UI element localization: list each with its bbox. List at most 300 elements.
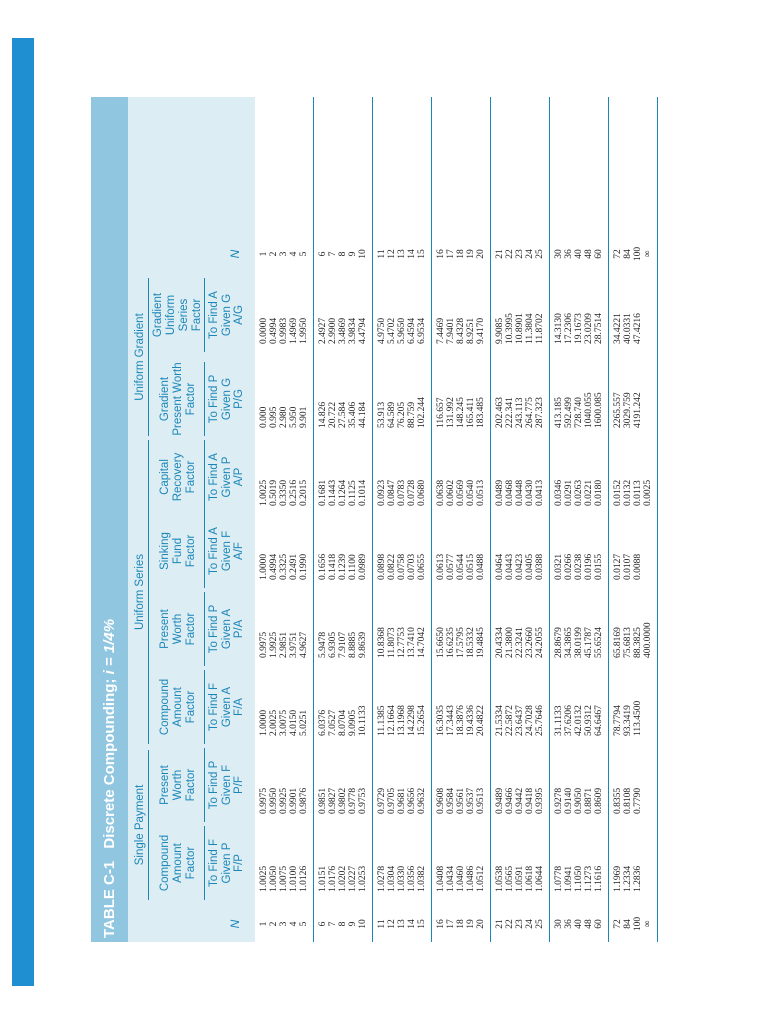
factor-value: 0.0464 <box>495 553 505 580</box>
n-value: 18 <box>456 919 466 929</box>
n-value: 15 <box>417 919 427 929</box>
n-value: 9 <box>348 251 358 257</box>
factor-value: 0.1656 <box>318 553 328 580</box>
factor-value: 1.0486 <box>466 865 476 892</box>
factor-value: 0.9778 <box>348 787 358 814</box>
factor-value: 23.2660 <box>525 627 535 658</box>
find-given-header: To Find F Given A F/A <box>208 683 245 731</box>
factor-value: 0.9983 <box>279 317 289 344</box>
find-given-header: To Find A Given G A/G <box>208 291 245 339</box>
factor-value: 6.9534 <box>417 317 427 344</box>
factor-value: 88.3825 <box>633 627 643 658</box>
factor-value: 1.1273 <box>584 865 594 892</box>
table-number: TABLE C-1 <box>101 860 118 938</box>
factor-value: 50.9312 <box>584 705 594 736</box>
table-row <box>515 97 525 942</box>
n-value: 7 <box>328 251 338 257</box>
table-row <box>289 97 299 942</box>
factor-value: 1.0565 <box>505 865 515 892</box>
factor-value: 1.0050 <box>269 865 279 892</box>
factor-value: 4.9750 <box>377 317 387 344</box>
n-column-header-left: N <box>228 919 242 929</box>
factor-value: 0.9681 <box>397 787 407 814</box>
factor-value: 42.0132 <box>574 705 584 736</box>
table-row <box>279 97 289 942</box>
factor-value: 3.4869 <box>338 317 348 344</box>
n-value: 10 <box>358 249 368 259</box>
factor-value: 0.9140 <box>564 787 574 814</box>
factor-value: 9.901 <box>299 406 309 428</box>
factor-value: 0.9489 <box>495 787 505 814</box>
factor-value: 400.0000 <box>643 622 653 658</box>
factor-value: 728.740 <box>574 397 584 428</box>
factor-value: 6.0376 <box>318 709 328 736</box>
n-value: 16 <box>436 249 446 259</box>
table-row <box>574 97 584 942</box>
n-value: 3 <box>279 251 289 257</box>
row-group <box>373 97 432 942</box>
factor-value: 3.9751 <box>289 631 299 658</box>
factor-value: 3.9834 <box>348 317 358 344</box>
factor-value: 1.0644 <box>535 865 545 892</box>
factor-value: 0.0127 <box>613 553 623 580</box>
factor-value: 78.7794 <box>613 705 623 736</box>
factor-header <box>154 514 202 588</box>
n-value: 30 <box>554 919 564 929</box>
factor-value: 2.9900 <box>328 317 338 344</box>
factor-value: 0.9827 <box>328 787 338 814</box>
factor-value: 0.9278 <box>554 787 564 814</box>
factor-value: 2.0025 <box>269 709 279 736</box>
factor-value: 76.205 <box>397 401 407 428</box>
table-row <box>397 97 407 942</box>
factor-value: 0.0898 <box>377 553 387 580</box>
n-value: 84 <box>623 249 633 259</box>
factor-value: 0.0088 <box>633 553 643 580</box>
header-divider <box>204 514 205 588</box>
find-given-header: To Find A Given F A/F <box>208 527 245 575</box>
factor-value: 12.7753 <box>397 627 407 658</box>
factor-value: 0.0388 <box>535 553 545 580</box>
factor-value: 0.1100 <box>348 554 358 580</box>
n-value: 72 <box>613 919 623 929</box>
factor-value: 0.7790 <box>633 787 643 814</box>
factor-value: 0.0238 <box>574 553 584 580</box>
factor-value: 0.0602 <box>446 479 456 506</box>
factor-value: 18.5332 <box>466 627 476 658</box>
factor-value: 0.0405 <box>525 553 535 580</box>
factor-value: 23.6437 <box>515 705 525 736</box>
n-value: 7 <box>328 921 338 927</box>
factor-value: 0.9705 <box>387 787 397 814</box>
table-row <box>407 97 417 942</box>
factor-value: 4191.242 <box>633 392 643 428</box>
header-divider <box>204 362 205 436</box>
factor-value: 0.0680 <box>417 479 427 506</box>
factor-value: 0.9584 <box>446 787 456 814</box>
factor-value: 21.5334 <box>495 705 505 736</box>
factor-value: 9.8639 <box>358 631 368 658</box>
factor-value: 0.9050 <box>574 787 584 814</box>
n-value: 100 <box>633 246 643 262</box>
n-value: 13 <box>397 249 407 259</box>
factor-value: 0.1990 <box>299 553 309 580</box>
factor-value: 2.9851 <box>279 631 289 658</box>
factor-value: 88.759 <box>407 401 417 428</box>
n-value: 100 <box>633 916 643 932</box>
factor-value: 9.0905 <box>348 709 358 736</box>
factor-value: 5.0251 <box>299 709 309 736</box>
factor-value: 64.6467 <box>594 705 604 736</box>
n-value: 22 <box>505 919 515 929</box>
factor-value: 1.0538 <box>495 865 505 892</box>
factor-value: 1.0460 <box>456 865 466 892</box>
table-row <box>594 97 604 942</box>
table-row <box>495 97 505 942</box>
factor-value: 264.775 <box>525 397 535 428</box>
factor-value: 0.1443 <box>328 479 338 506</box>
factor-value: 17.2306 <box>564 313 574 344</box>
n-value: 20 <box>476 249 486 259</box>
factor-value: 0.0703 <box>407 553 417 580</box>
n-value: 25 <box>535 919 545 929</box>
table-row <box>643 97 653 942</box>
factor-value: 0.9975 <box>259 631 269 658</box>
factor-value: 1.0000 <box>259 709 269 736</box>
interest-rate: i = 1/4% <box>101 618 118 675</box>
n-value: 17 <box>446 249 456 259</box>
group-single-payment: Single Payment <box>132 750 149 900</box>
n-value: 14 <box>407 249 417 259</box>
factor-value: 1.0151 <box>318 865 328 892</box>
factor-value: 1.4969 <box>289 317 299 344</box>
factor-header-label: Present Worth Factor <box>158 609 197 649</box>
factor-value: 1.0278 <box>377 865 387 892</box>
factor-value: 5.4702 <box>387 317 397 344</box>
n-value: 19 <box>466 919 476 929</box>
factor-value: 202.463 <box>495 397 505 428</box>
factor-value: 5.9650 <box>397 317 407 344</box>
factor-value: 31.1133 <box>554 705 564 736</box>
factor-value: 14.3130 <box>554 313 564 344</box>
n-value: 8 <box>338 921 348 927</box>
table-row <box>584 97 594 942</box>
factor-header <box>154 362 202 436</box>
factor-value: 10.8368 <box>377 627 387 658</box>
factor-value: 37.6206 <box>564 705 574 736</box>
table-row <box>377 97 387 942</box>
factor-value: 8.4328 <box>456 317 466 344</box>
table-row <box>613 97 623 942</box>
factor-value: 1.0253 <box>358 865 368 892</box>
factor-value: 1.1050 <box>574 865 584 892</box>
factor-value: 7.9107 <box>338 631 348 658</box>
factor-header-label: Capital Recovery Factor <box>158 452 197 502</box>
factor-value: 11.1385 <box>377 705 387 736</box>
factor-value: 65.8169 <box>613 627 623 658</box>
factor-value: 131.992 <box>446 397 456 428</box>
factor-value: 10.8901 <box>515 313 525 344</box>
factor-value: 34.3865 <box>564 627 574 658</box>
table-row <box>387 97 397 942</box>
factor-value: 8.8885 <box>348 631 358 658</box>
factor-value: 0.0544 <box>456 553 466 580</box>
factor-value: 0.5019 <box>269 479 279 506</box>
factor-value: 4.0150 <box>289 709 299 736</box>
factor-value: 3.0075 <box>279 709 289 736</box>
row-group <box>255 97 314 942</box>
factor-value: 1.1969 <box>613 865 623 892</box>
factor-value: 0.0000 <box>259 317 269 344</box>
factor-value: 0.000 <box>259 406 269 428</box>
factor-value: 165.411 <box>466 397 476 428</box>
factor-value: 0.0822 <box>387 553 397 580</box>
factor-value: 0.2015 <box>299 479 309 506</box>
n-value: 21 <box>495 249 505 259</box>
factor-value: 0.8355 <box>613 787 623 814</box>
factor-value: 15.2654 <box>417 705 427 736</box>
factor-value: 28.7514 <box>594 313 604 344</box>
find-given-header: To Find F Given P F/P <box>208 839 245 887</box>
factor-value: 10.1133 <box>358 705 368 736</box>
find-given-header: To Find A Given P A/P <box>208 453 245 501</box>
n-value: 3 <box>279 921 289 927</box>
n-value: 5 <box>299 251 309 257</box>
factor-value: 5.950 <box>289 406 299 428</box>
n-value: 24 <box>525 919 535 929</box>
factor-value: 1.2334 <box>623 865 633 892</box>
factor-value: 6.9305 <box>328 631 338 658</box>
table-row <box>554 97 564 942</box>
factor-value: 64.589 <box>387 401 397 428</box>
factor-value: 1.0941 <box>564 865 574 892</box>
factor-value: 0.0266 <box>564 553 574 580</box>
factor-value: 0.4994 <box>269 317 279 344</box>
factor-value: 27.584 <box>338 401 348 428</box>
row-group <box>609 97 658 942</box>
factor-value: 2.4927 <box>318 317 328 344</box>
factor-header <box>154 592 202 666</box>
factor-value: 0.9442 <box>515 787 525 814</box>
factor-value: 0.0569 <box>456 479 466 506</box>
factor-header <box>154 826 202 900</box>
n-value: 2 <box>269 251 279 257</box>
factor-value: 28.8679 <box>554 627 564 658</box>
factor-value: 183.485 <box>476 397 486 428</box>
table-row <box>269 97 279 942</box>
factor-value: 1.0591 <box>515 865 525 892</box>
n-value: 72 <box>613 249 623 259</box>
table-header <box>128 97 255 942</box>
table-row <box>259 97 269 942</box>
n-value: 11 <box>377 919 387 929</box>
table-row <box>348 97 358 942</box>
factor-value: 0.8871 <box>584 787 594 814</box>
factor-header <box>154 748 202 822</box>
factor-header <box>154 440 202 514</box>
factor-value: 0.1418 <box>328 553 338 580</box>
factor-value: 0.0430 <box>525 479 535 506</box>
factor-value: 15.6650 <box>436 627 446 658</box>
factor-value: 2.980 <box>279 406 289 428</box>
factor-value: 0.0155 <box>594 553 604 580</box>
factor-value: 0.0346 <box>554 479 564 506</box>
factor-value: 0.9395 <box>535 787 545 814</box>
factor-value: 0.0638 <box>436 479 446 506</box>
row-group <box>491 97 550 942</box>
factor-value: 0.0221 <box>584 479 594 506</box>
n-value: 4 <box>289 921 299 927</box>
factor-value: 0.0107 <box>623 553 633 580</box>
factor-header-label: Gradient Uniform Series Factor <box>152 292 203 338</box>
factor-value: 16.6235 <box>446 627 456 658</box>
find-given-header: To Find P Given A P/A <box>208 604 245 654</box>
factor-value: 102.244 <box>417 397 427 428</box>
factor-value: 1.0000 <box>259 553 269 580</box>
table-row <box>466 97 476 942</box>
table-row <box>525 97 535 942</box>
group-uniform-series: Uniform Series <box>132 440 149 744</box>
n-value: 36 <box>564 249 574 259</box>
factor-value: 0.0488 <box>476 553 486 580</box>
factor-value: 1.9925 <box>269 631 279 658</box>
factor-value: 0.9513 <box>476 787 486 814</box>
n-value: ∞ <box>643 920 653 928</box>
factor-value: 75.6813 <box>623 627 633 658</box>
factor-value: 0.9925 <box>279 787 289 814</box>
factor-value: 53.913 <box>377 401 387 428</box>
factor-value: 4.9627 <box>299 631 309 658</box>
factor-value: 0.2516 <box>289 479 299 506</box>
factor-value: 1.0408 <box>436 865 446 892</box>
n-value: 19 <box>466 249 476 259</box>
n-value: 8 <box>338 251 348 257</box>
factor-value: 0.0513 <box>476 479 486 506</box>
factor-value: 0.0783 <box>397 479 407 506</box>
factor-value: 0.9537 <box>466 787 476 814</box>
table-row <box>446 97 456 942</box>
factor-value: 1.0126 <box>299 865 309 892</box>
factor-value: 0.0448 <box>515 479 525 506</box>
row-group <box>314 97 373 942</box>
factor-value: 34.4221 <box>613 313 623 344</box>
factor-value: 0.9608 <box>436 787 446 814</box>
factor-value: 1.1616 <box>594 865 604 892</box>
factor-value: 0.0468 <box>505 479 515 506</box>
factor-value: 0.1264 <box>338 479 348 506</box>
factor-value: 0.9418 <box>525 787 535 814</box>
factor-value: 12.1664 <box>387 705 397 736</box>
factor-value: 4.4794 <box>358 317 368 344</box>
n-value: 48 <box>584 919 594 929</box>
n-value: 12 <box>387 249 397 259</box>
factor-value: 0.0540 <box>466 479 476 506</box>
factor-value: 14.2298 <box>407 705 417 736</box>
factor-value: 0.9950 <box>269 787 279 814</box>
factor-value: 7.4469 <box>436 317 446 344</box>
n-value: 24 <box>525 249 535 259</box>
factor-value: 0.0613 <box>436 553 446 580</box>
factor-value: 0.0489 <box>495 479 505 506</box>
factor-value: 0.9561 <box>456 787 466 814</box>
factor-value: 0.1125 <box>348 480 358 506</box>
factor-header-label: Compound Amount Factor <box>158 678 197 736</box>
factor-value: 0.2491 <box>289 553 299 580</box>
factor-value: 0.0321 <box>554 553 564 580</box>
factor-value: 1.0075 <box>279 865 289 892</box>
table-row <box>299 97 309 942</box>
factor-value: 20.4822 <box>476 705 486 736</box>
table-row <box>564 97 574 942</box>
factor-value: 24.2055 <box>535 627 545 658</box>
factor-value: 8.0704 <box>338 709 348 736</box>
table-row <box>633 97 643 942</box>
factor-value: 0.0132 <box>623 479 633 506</box>
factor-value: 0.0196 <box>584 553 594 580</box>
header-divider <box>204 826 205 900</box>
factor-value: 1.0512 <box>476 865 486 892</box>
factor-value: 1.9950 <box>299 317 309 344</box>
factor-value: 0.0923 <box>377 479 387 506</box>
table-title-bar <box>91 97 128 942</box>
factor-value: 0.9851 <box>318 787 328 814</box>
factor-value: 0.0655 <box>417 553 427 580</box>
factor-value: 11.3804 <box>525 313 535 344</box>
factor-value: 0.0443 <box>505 553 515 580</box>
table-row <box>476 97 486 942</box>
factor-value: 22.3241 <box>515 627 525 658</box>
table-row <box>328 97 338 942</box>
n-value: 40 <box>574 919 584 929</box>
header-divider <box>204 670 205 744</box>
factor-value: 19.4336 <box>466 705 476 736</box>
n-value: 5 <box>299 921 309 927</box>
factor-value: 1.0176 <box>328 865 338 892</box>
factor-value: 0.3350 <box>279 479 289 506</box>
factor-value: 0.0152 <box>613 479 623 506</box>
factor-value: 1.0100 <box>289 865 299 892</box>
factor-value: 0.9901 <box>289 787 299 814</box>
table-row <box>417 97 427 942</box>
factor-value: 2265.557 <box>613 392 623 428</box>
factor-value: 40.0331 <box>623 313 633 344</box>
factor-value: 0.0263 <box>574 479 584 506</box>
factor-value: 7.0527 <box>328 709 338 736</box>
n-value: 30 <box>554 249 564 259</box>
header-divider <box>204 440 205 514</box>
n-value: 10 <box>358 919 368 929</box>
factor-value: 11.8702 <box>535 313 545 344</box>
row-group <box>550 97 609 942</box>
table-row <box>358 97 368 942</box>
factor-value: 0.8609 <box>594 787 604 814</box>
factor-value: 0.8108 <box>623 787 633 814</box>
factor-header-label: Gradient Present Worth Factor <box>158 362 197 436</box>
table-name: Discrete Compounding; <box>101 678 118 849</box>
factor-value: 0.0113 <box>633 480 643 506</box>
factor-value: 35.406 <box>348 401 358 428</box>
n-value: 1 <box>259 921 269 927</box>
factor-value: 10.3995 <box>505 313 515 344</box>
n-value: 11 <box>377 249 387 259</box>
n-value: 14 <box>407 919 417 929</box>
factor-value: 17.5795 <box>456 627 466 658</box>
factor-value: 14.826 <box>318 401 328 428</box>
table-row <box>338 97 348 942</box>
factor-value: 0.9876 <box>299 787 309 814</box>
n-value: 1 <box>259 251 269 257</box>
n-value: 22 <box>505 249 515 259</box>
